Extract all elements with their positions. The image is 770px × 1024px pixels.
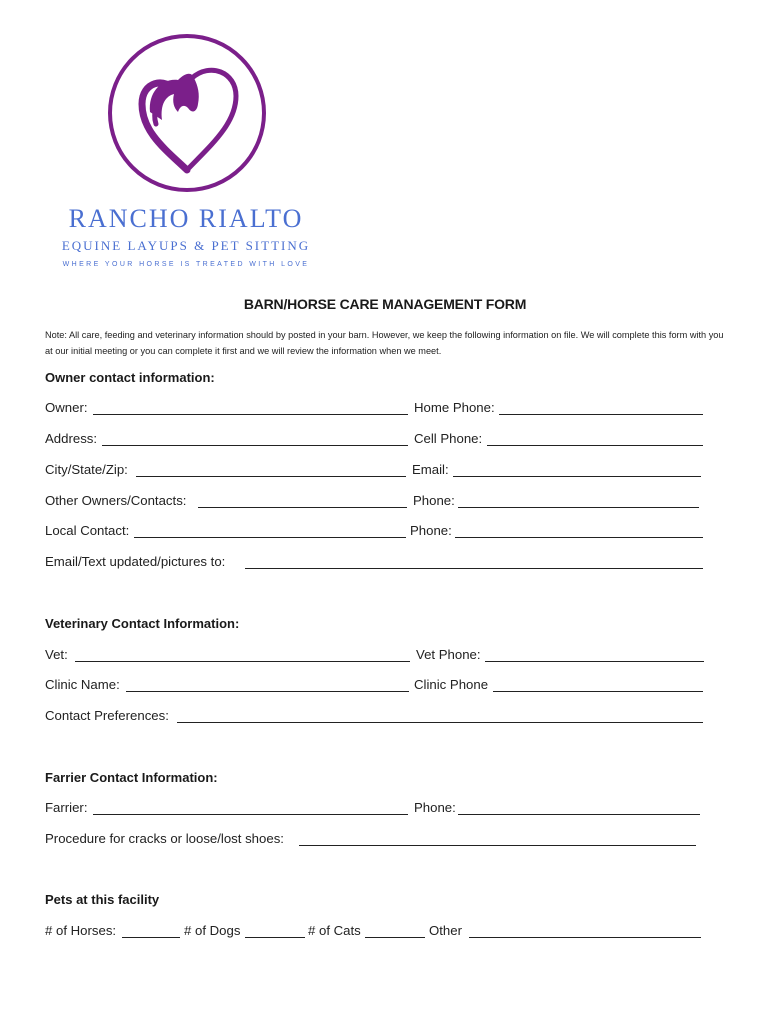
farrier-section-heading: Farrier Contact Information: [45, 770, 218, 785]
address-field[interactable] [102, 445, 408, 446]
local-contact-field[interactable] [134, 537, 406, 538]
horses-count-field[interactable] [122, 937, 180, 938]
clinic-phone-field[interactable] [493, 691, 703, 692]
other-pets-field[interactable] [469, 937, 701, 938]
farrier-label: Farrier: [45, 800, 88, 815]
farrier-phone-label: Phone: [414, 800, 456, 815]
brand-tagline: WHERE YOUR HORSE IS TREATED WITH LOVE [62, 261, 310, 268]
vet-phone-label: Vet Phone: [416, 647, 481, 662]
vet-phone-field[interactable] [485, 661, 704, 662]
home-phone-field[interactable] [499, 414, 703, 415]
other-owners-field[interactable] [198, 507, 407, 508]
farrier-phone-field[interactable] [458, 814, 700, 815]
dogs-count-field[interactable] [245, 937, 305, 938]
contact-preferences-field[interactable] [177, 722, 703, 723]
city-state-zip-field[interactable] [136, 476, 406, 477]
other-owners-phone-field[interactable] [458, 507, 699, 508]
cats-count-field[interactable] [365, 937, 425, 938]
email-text-field[interactable] [245, 568, 703, 569]
vet-label: Vet: [45, 647, 68, 662]
cell-phone-field[interactable] [487, 445, 703, 446]
contact-preferences-label: Contact Preferences: [45, 708, 169, 723]
email-text-label: Email/Text updated/pictures to: [45, 554, 226, 569]
cats-label: # of Cats [308, 923, 361, 938]
other-pets-label: Other [429, 923, 462, 938]
email-field[interactable] [453, 476, 701, 477]
horses-label: # of Horses: [45, 923, 117, 938]
owner-label: Owner: [45, 400, 88, 415]
rancho-rialto-logo [106, 32, 268, 194]
vet-section-heading: Veterinary Contact Information: [45, 616, 240, 631]
owner-section-heading: Owner contact information: [45, 370, 215, 385]
owner-field[interactable] [93, 414, 408, 415]
farrier-field[interactable] [93, 814, 408, 815]
phone-label: Phone: [413, 493, 455, 508]
procedure-field[interactable] [299, 845, 696, 846]
cell-phone-label: Cell Phone: [414, 431, 483, 446]
home-phone-label: Home Phone: [414, 400, 495, 415]
other-owners-label: Other Owners/Contacts: [45, 493, 187, 508]
brand-subtitle: EQUINE LAYUPS & PET SITTING [61, 238, 311, 253]
dogs-label: # of Dogs [184, 923, 241, 938]
phone-label: Phone: [410, 523, 452, 538]
city-state-zip-label: City/State/Zip: [45, 462, 128, 477]
form-title: BARN/HORSE CARE MANAGEMENT FORM [243, 296, 527, 312]
pets-section-heading: Pets at this facility [45, 892, 160, 907]
clinic-phone-label: Clinic Phone [414, 677, 489, 692]
brand-name: RANCHO RIALTO [68, 204, 304, 233]
local-contact-phone-field[interactable] [455, 537, 703, 538]
address-label: Address: [45, 431, 98, 446]
email-label: Email: [412, 462, 449, 477]
form-note: Note: All care, feeding and veterinary information should by posted in your barn. However, we keep the following information on file. We will complete this form with you at our initial meeting or you can complete it first and we will review the information when we meet. [45, 330, 724, 356]
clinic-name-field[interactable] [126, 691, 409, 692]
clinic-name-label: Clinic Name: [45, 677, 120, 692]
procedure-label: Procedure for cracks or loose/lost shoes: [45, 831, 284, 846]
vet-field[interactable] [75, 661, 410, 662]
local-contact-label: Local Contact: [45, 523, 130, 538]
